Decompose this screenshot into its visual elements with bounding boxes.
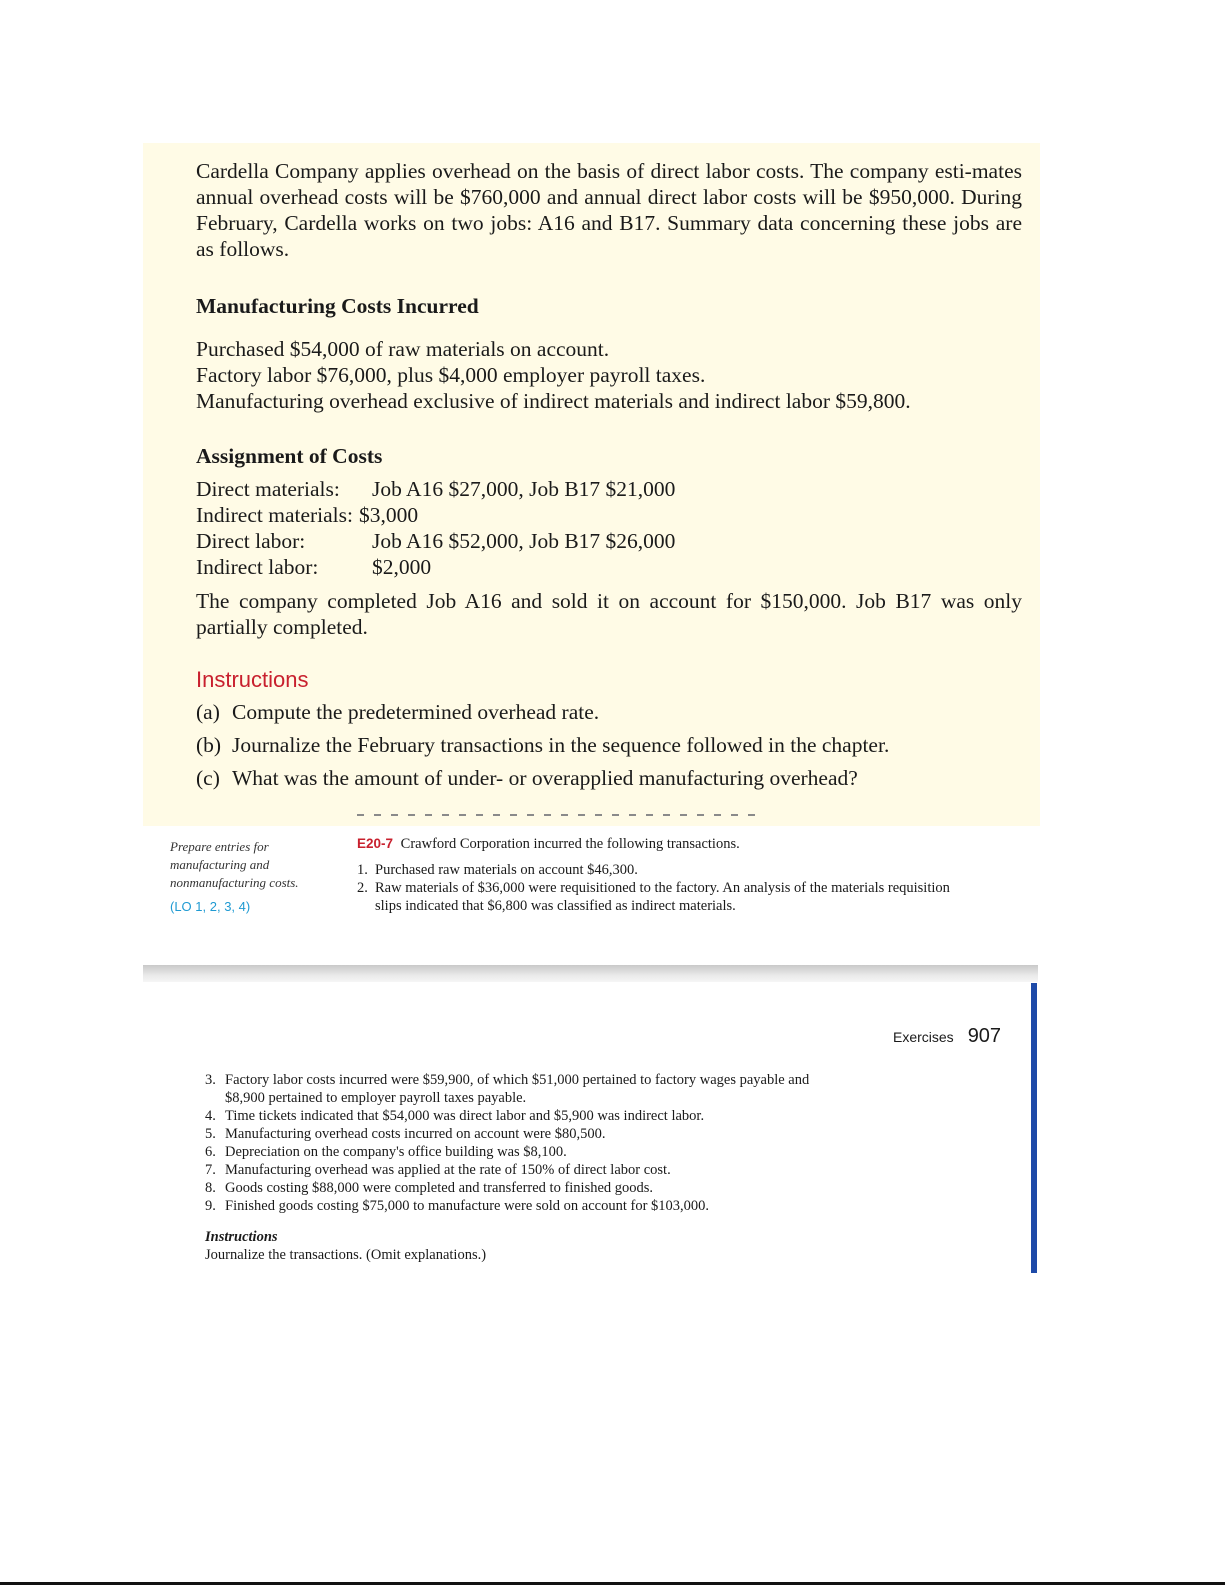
page-divider — [143, 965, 1038, 982]
assignment-value: Job A16 $52,000, Job B17 $26,000 — [372, 529, 676, 553]
instruction-item — [196, 762, 1022, 795]
instruction-item — [196, 696, 1022, 729]
margin-note-text: Prepare entries for manufacturing and nonmanufacturing costs. — [170, 839, 299, 890]
problem-content — [196, 158, 1022, 795]
assignment-value: Job A16 $27,000, Job B17 $21,000 — [372, 477, 676, 501]
transaction-text: Depreciation on the company's office building was $8,100. — [225, 1144, 567, 1160]
assignment-value: $2,000 — [372, 555, 432, 579]
assignment-row — [196, 502, 1022, 528]
transaction-text: Time tickets indicated that $54,000 was direct labor and $5,900 was indirect labor. — [225, 1108, 705, 1124]
transaction-number: 4. — [205, 1108, 216, 1124]
exercise-e20-7 — [357, 834, 957, 915]
running-head — [893, 1025, 1001, 1048]
exercise-instructions — [205, 1228, 486, 1264]
transaction-item — [357, 879, 957, 915]
transaction-number: 3. — [205, 1072, 216, 1088]
transaction-item — [357, 861, 957, 879]
transaction-text: Raw materials of $36,000 were requisitioned to the factory. An analysis of the materials requisition slips indicated that $6,800 was classified as indirect materials. — [375, 880, 950, 914]
mfg-line: Purchased $54,000 of raw materials on account. — [196, 337, 610, 361]
transaction-number: 2. — [357, 880, 368, 896]
transaction-text: Manufacturing overhead was applied at the rate of 150% of direct labor cost. — [225, 1162, 671, 1178]
assignment-row — [196, 476, 1022, 502]
cut-off-text-line — [352, 814, 772, 820]
assignment-label: Direct labor: — [196, 529, 306, 553]
page-edge-bar — [1031, 983, 1037, 1273]
instruction-text: What was the amount of under- or overapplied manufacturing overhead? — [232, 766, 858, 790]
transaction-number: 7. — [205, 1162, 216, 1178]
instruction-marker: (a) — [196, 700, 220, 724]
transaction-item — [205, 1143, 825, 1161]
transaction-item — [205, 1179, 825, 1197]
problem-intro: Cardella Company applies overhead on the basis of direct labor costs. The company esti-mates annual overhead costs will be $760,000 and annual direct labor costs will be $950,000. During February, Cardella works on two jobs: A16 and B17. Summary data concerning these jobs are as follows. — [196, 159, 1022, 261]
transaction-item — [205, 1107, 825, 1125]
transaction-item — [205, 1197, 825, 1215]
transaction-number: 8. — [205, 1180, 216, 1196]
mfg-costs-list — [196, 336, 1022, 414]
transaction-number: 9. — [205, 1198, 216, 1214]
transaction-item — [205, 1071, 825, 1107]
instruction-marker: (c) — [196, 766, 220, 790]
mfg-line: Manufacturing overhead exclusive of indirect materials and indirect labor $59,800. — [196, 389, 911, 413]
assignment-value: $3,000 — [359, 503, 419, 527]
assignment-label: Indirect labor: — [196, 555, 319, 579]
instruction-text: Journalize the February transactions in the sequence followed in the chapter. — [232, 733, 890, 757]
instruction-item — [196, 729, 1022, 762]
transaction-text: Purchased raw materials on account $46,300. — [375, 862, 638, 878]
highlighted-problem — [143, 143, 1040, 826]
transaction-item — [205, 1161, 825, 1179]
transaction-number: 5. — [205, 1126, 216, 1142]
exercise-code: E20-7 — [357, 836, 394, 851]
assignment-label: Indirect materials: — [196, 503, 353, 527]
learning-objective-ref: (LO 1, 2, 3, 4) — [170, 899, 251, 914]
assignment-list — [196, 476, 1022, 580]
transaction-item — [205, 1125, 825, 1143]
running-head-title: Exercises — [893, 1029, 954, 1045]
transaction-text: Goods costing $88,000 were completed and transferred to finished goods. — [225, 1180, 654, 1196]
exercise-instructions-text: Journalize the transactions. (Omit explanations.) — [205, 1247, 487, 1263]
instruction-marker: (b) — [196, 733, 222, 757]
page-number: 907 — [967, 1025, 1002, 1047]
exercise-intro — [357, 834, 957, 854]
margin-note — [170, 838, 340, 916]
transaction-number: 6. — [205, 1144, 216, 1160]
transaction-list-continued — [205, 1071, 825, 1215]
completion-note: The company completed Job A16 and sold it on account for $150,000. Job B17 was only partially completed. — [196, 589, 1022, 639]
transaction-text: Finished goods costing $75,000 to manufacture were sold on account for $103,000. — [225, 1198, 710, 1214]
assignment-row — [196, 554, 1022, 580]
assignment-label: Direct materials: — [196, 477, 340, 501]
exercise-intro-text: Crawford Corporation incurred the following transactions. — [400, 836, 740, 852]
transaction-number: 1. — [357, 862, 368, 878]
exercise-instructions-heading: Instructions — [205, 1229, 278, 1245]
mfg-costs-heading: Manufacturing Costs Incurred — [196, 294, 479, 318]
assignment-heading: Assignment of Costs — [196, 444, 383, 468]
instructions-heading: Instructions — [196, 667, 309, 692]
assignment-row — [196, 528, 1022, 554]
transaction-text: Factory labor costs incurred were $59,900, of which $51,000 pertained to factory wages payable and $8,900 pertained to employer payroll taxes payable. — [225, 1072, 810, 1106]
mfg-line: Factory labor $76,000, plus $4,000 employer payroll taxes. — [196, 363, 706, 387]
instructions-list — [196, 696, 1022, 795]
transaction-text: Manufacturing overhead costs incurred on account were $80,500. — [225, 1126, 606, 1142]
instruction-text: Compute the predetermined overhead rate. — [232, 700, 600, 724]
